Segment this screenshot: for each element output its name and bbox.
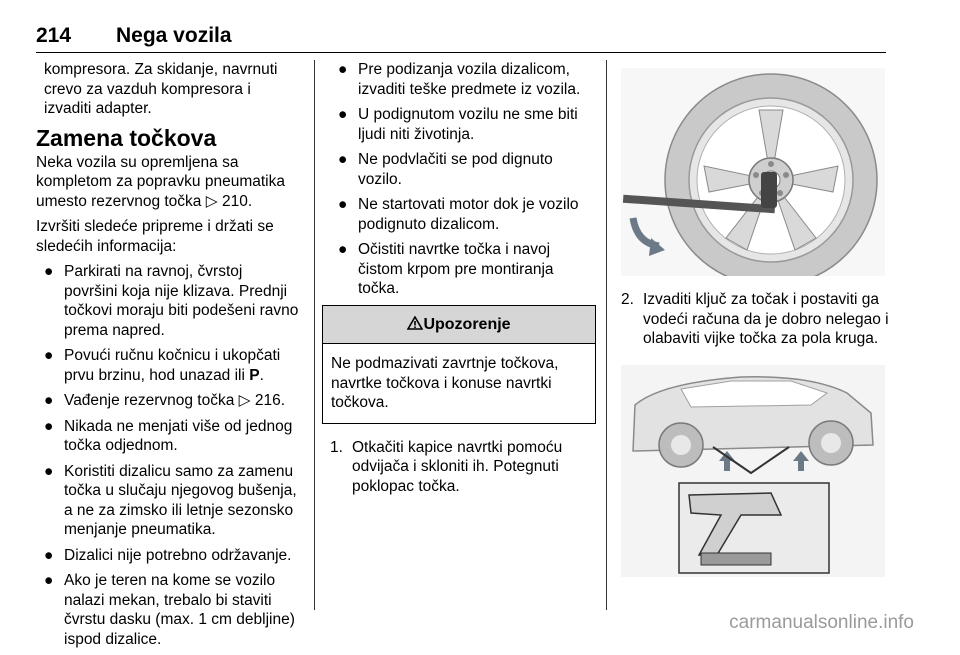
- column-2: [330, 60, 592, 496]
- page-header: [36, 22, 886, 53]
- bullet-icon: ●: [44, 392, 54, 409]
- bullet-icon: ●: [338, 151, 348, 168]
- bullet-icon: ●: [44, 263, 54, 280]
- wheel-wrench-illustration: [621, 68, 885, 276]
- warning-text: Ne podmazivati zavrtnje točkova, navrtke točkova i konuse navrtki točkova.: [331, 355, 559, 411]
- list-item: ● Dizalici nije potrebno održavanje.: [44, 546, 292, 564]
- list-item: ● Ako je teren na kome se vozilo nalazi mekan, trebalo bi staviti čvrstu dasku (max. 1 cm debljine) ispod dizalice.: [44, 572, 295, 648]
- list-item: ● Očistiti navrtke točka i navoj čistom krpom pre montiranja točka.: [338, 241, 554, 297]
- ref-arrow-icon: ▷: [205, 192, 218, 210]
- steps-list: [330, 438, 592, 497]
- intro-paragraph: kompresora. Za skidanje, navrnuti crevo za vazduh kompresora i izvaditi adapter.: [44, 61, 278, 117]
- car-jack-illustration: [621, 365, 885, 577]
- warning-triangle-icon: [407, 316, 423, 330]
- paragraph-repair-kit: Neka vozila su opremljena sa kompletom za popravku pneumatika umesto rezervnog točka ▷ 210.: [36, 153, 285, 210]
- list-item: ● Parkirati na ravnoj, čvrstoj površini koja nije klizava. Prednji točkovi moraju biti podešeni ravno prema napred.: [44, 263, 299, 339]
- section-title: Nega vozila: [116, 24, 232, 47]
- list-item: ● U podignutom vozilu ne sme biti ljudi niti životinja.: [338, 106, 578, 143]
- step-item: 2. Izvaditi ključ za točak i postaviti ga vodeći računa da je dobro nelegao i olabaviti vijke točka za pola kruga.: [621, 291, 889, 347]
- bullet-icon: ●: [338, 196, 348, 213]
- ref-arrow-icon: ▷: [238, 392, 251, 409]
- column-1: [36, 60, 300, 655]
- page-ref[interactable]: 216.: [254, 392, 286, 409]
- list-item: ● Povući ručnu kočnicu i ukopčati prvu brzinu, hod unazad ili P.: [44, 347, 281, 384]
- watermark: carmanualsonline.info: [729, 612, 914, 633]
- bullet-icon: ●: [44, 462, 54, 480]
- bullet-icon: ●: [338, 106, 348, 123]
- list-item: ● Ne podvlačiti se pod dignuto vozilo.: [338, 151, 553, 188]
- warning-header: [323, 306, 595, 345]
- warning-box: [322, 305, 596, 424]
- bullet-icon: ●: [44, 417, 54, 435]
- column-divider: [314, 60, 315, 610]
- heading-wheel-change: Zamena točkova: [36, 124, 217, 151]
- page-number: 214: [36, 24, 72, 47]
- warning-title: Upozorenje: [423, 315, 511, 333]
- list-item: ● Ne startovati motor dok je vozilo podignuto dizalicom.: [338, 196, 579, 233]
- bullet-icon: ●: [44, 572, 54, 589]
- bullet-list: [330, 60, 592, 299]
- column-divider: [606, 60, 607, 610]
- step-item: 1. Otkačiti kapice navrtki pomoću odvijača i skloniti ih. Potegnuti poklopac točka.: [330, 438, 563, 495]
- list-item: ● Koristiti dizalicu samo za zamenu točka u slučaju njegovog bušenja, a ne za zimsko ili letnje sezonsko menjanje pneumatika.: [44, 462, 297, 538]
- page-ref[interactable]: 210.: [221, 192, 253, 210]
- list-item: ● Vađenje rezervnog točka ▷ 216.: [44, 392, 286, 409]
- bullet-icon: ●: [338, 241, 348, 258]
- gear-p-label: P: [249, 366, 260, 384]
- bullet-icon: ●: [44, 347, 54, 364]
- bullet-icon: ●: [338, 61, 348, 78]
- paragraph-preparation: Izvršiti sledeće pripreme i držati se sledećih informacija:: [36, 218, 274, 255]
- list-item: ● Nikada ne menjati više od jednog točka odjednom.: [44, 417, 293, 454]
- bullet-icon: ●: [44, 546, 54, 564]
- bullet-list: [36, 262, 300, 649]
- list-item: ● Pre podizanja vozila dizalicom, izvaditi teške predmete iz vozila.: [338, 61, 581, 98]
